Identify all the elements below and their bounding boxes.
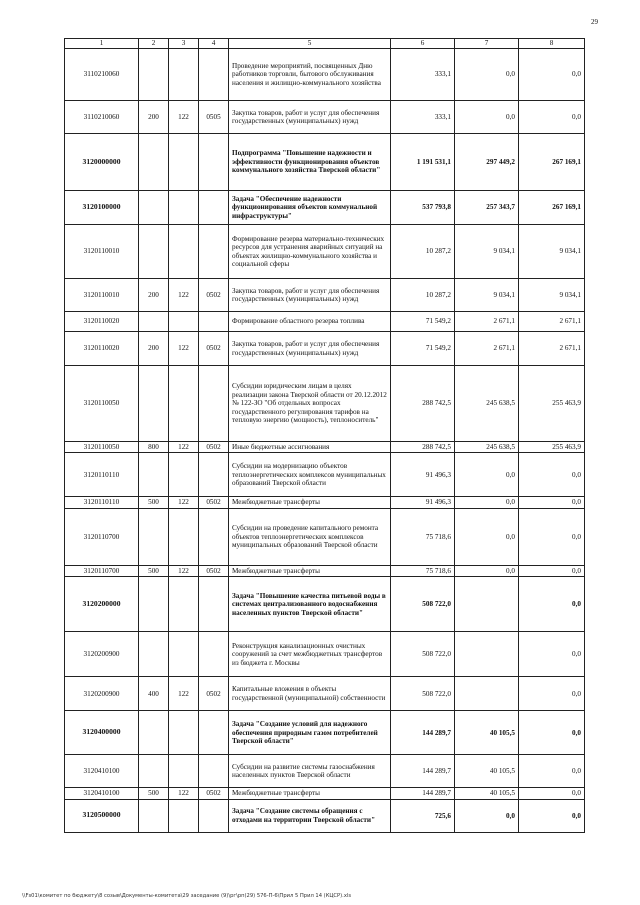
description-cell: Проведение мероприятий, посвященных Дню работников торговли, бытового обслуживания населения и жилищно-коммунального хозяйства — [229, 49, 391, 101]
description-cell: Закупка товаров, работ и услуг для обеспечения государственных (муниципальных) нужд — [229, 332, 391, 366]
table-row — [65, 508, 585, 565]
code-cell: 3120400000 — [65, 711, 139, 755]
description-cell: Реконструкция канализационных очистных сооружений за счет межбюджетных трансфертов из бюджета г. Москвы — [229, 632, 391, 677]
table-row — [65, 279, 585, 312]
description-cell: Межбюджетные трансферты — [229, 788, 391, 799]
value-col6-cell: 75 718,6 — [391, 565, 455, 576]
section-cell — [199, 799, 229, 832]
table-row — [65, 497, 585, 508]
value-col8-cell: 2 671,1 — [519, 312, 585, 332]
description-cell: Капитальные вложения в объекты государственной (муниципальной) собственности — [229, 677, 391, 711]
admin-cell — [169, 49, 199, 101]
kvr-cell: 500 — [139, 497, 169, 508]
section-cell — [199, 191, 229, 225]
value-col8-cell: 0,0 — [519, 632, 585, 677]
value-col6-cell: 333,1 — [391, 49, 455, 101]
value-col8-cell: 0,0 — [519, 453, 585, 497]
admin-cell — [169, 632, 199, 677]
table-row — [65, 49, 585, 101]
kvr-cell: 200 — [139, 101, 169, 134]
admin-cell: 122 — [169, 677, 199, 711]
value-col8-cell: 0,0 — [519, 577, 585, 632]
value-col7-cell: 245 638,5 — [455, 442, 519, 453]
budget-table — [64, 38, 585, 833]
section-cell: 0502 — [199, 497, 229, 508]
description-cell: Субсидии юридическим лицам в целях реализации закона Тверской области от 20.12.2012 № 122-ЗО "Об отдельных вопросах государственного регулирования тарифов на тепловую энергию (мощность), теплоноситель" — [229, 366, 391, 442]
column-header-4: 4 — [199, 39, 229, 49]
value-col7-cell: 2 671,1 — [455, 332, 519, 366]
description-cell: Подпрограмма "Повышение надежности и эффективности функционирования объектов коммунального хозяйства Тверской области" — [229, 134, 391, 191]
table-row — [65, 225, 585, 279]
table-row — [65, 442, 585, 453]
kvr-cell — [139, 453, 169, 497]
value-col7-cell — [455, 632, 519, 677]
value-col8-cell: 267 169,1 — [519, 191, 585, 225]
table-row — [65, 312, 585, 332]
admin-cell: 122 — [169, 101, 199, 134]
column-header-2: 2 — [139, 39, 169, 49]
value-col8-cell: 0,0 — [519, 711, 585, 755]
kvr-cell — [139, 577, 169, 632]
section-cell — [199, 453, 229, 497]
admin-cell — [169, 366, 199, 442]
table-row — [65, 677, 585, 711]
value-col8-cell: 267 169,1 — [519, 134, 585, 191]
section-cell — [199, 711, 229, 755]
kvr-cell — [139, 134, 169, 191]
table-row — [65, 788, 585, 799]
section-cell — [199, 755, 229, 788]
section-cell — [199, 134, 229, 191]
value-col6-cell: 91 496,3 — [391, 453, 455, 497]
value-col7-cell — [455, 577, 519, 632]
table-row — [65, 632, 585, 677]
kvr-cell — [139, 711, 169, 755]
column-header-8: 8 — [519, 39, 585, 49]
section-cell — [199, 225, 229, 279]
file-path-footer: \\Fs01\комитет по бюджету\8 созыв\Документы-комитета\29 заседание (9)\рг\рп(29) 576-П-6\Прил 5 Прил 14 (КЦСР).xls — [22, 893, 352, 899]
value-col6-cell: 508 722,0 — [391, 677, 455, 711]
admin-cell: 122 — [169, 332, 199, 366]
value-col6-cell: 508 722,0 — [391, 632, 455, 677]
kvr-cell — [139, 225, 169, 279]
description-cell: Межбюджетные трансферты — [229, 565, 391, 576]
description-cell: Субсидии на проведение капитального ремонта объектов теплоэнергетических комплексов муниципальных образований Тверской области — [229, 508, 391, 565]
admin-cell: 122 — [169, 788, 199, 799]
code-cell: 3120100000 — [65, 191, 139, 225]
section-cell: 0505 — [199, 101, 229, 134]
value-col7-cell: 0,0 — [455, 508, 519, 565]
value-col8-cell: 0,0 — [519, 101, 585, 134]
admin-cell — [169, 134, 199, 191]
admin-cell — [169, 225, 199, 279]
value-col6-cell: 71 549,2 — [391, 332, 455, 366]
column-header-5: 5 — [229, 39, 391, 49]
value-col6-cell: 75 718,6 — [391, 508, 455, 565]
section-cell — [199, 632, 229, 677]
section-cell: 0502 — [199, 677, 229, 711]
table-row — [65, 711, 585, 755]
value-col8-cell: 0,0 — [519, 788, 585, 799]
value-col7-cell: 0,0 — [455, 565, 519, 576]
value-col7-cell: 9 034,1 — [455, 279, 519, 312]
table-row — [65, 332, 585, 366]
admin-cell — [169, 508, 199, 565]
value-col7-cell: 0,0 — [455, 799, 519, 832]
value-col7-cell: 2 671,1 — [455, 312, 519, 332]
kvr-cell — [139, 632, 169, 677]
value-col8-cell: 0,0 — [519, 49, 585, 101]
kvr-cell: 500 — [139, 788, 169, 799]
section-cell — [199, 366, 229, 442]
value-col6-cell: 144 289,7 — [391, 788, 455, 799]
section-cell — [199, 577, 229, 632]
admin-cell — [169, 711, 199, 755]
code-cell: 3120410100 — [65, 755, 139, 788]
code-cell: 3120200900 — [65, 677, 139, 711]
admin-cell: 122 — [169, 279, 199, 312]
kvr-cell: 800 — [139, 442, 169, 453]
code-cell: 3120110110 — [65, 497, 139, 508]
kvr-cell — [139, 49, 169, 101]
header-row — [65, 39, 585, 49]
value-col6-cell: 144 289,7 — [391, 711, 455, 755]
code-cell: 3120000000 — [65, 134, 139, 191]
value-col7-cell: 245 638,5 — [455, 366, 519, 442]
value-col7-cell: 9 034,1 — [455, 225, 519, 279]
column-header-3: 3 — [169, 39, 199, 49]
kvr-cell: 200 — [139, 332, 169, 366]
value-col7-cell: 0,0 — [455, 49, 519, 101]
value-col8-cell: 0,0 — [519, 508, 585, 565]
value-col6-cell: 10 287,2 — [391, 279, 455, 312]
column-header-7: 7 — [455, 39, 519, 49]
description-cell: Задача "Повышение качества питьевой воды в системах централизованного водоснабжения населенных пунктов Тверской области" — [229, 577, 391, 632]
value-col7-cell: 40 105,5 — [455, 788, 519, 799]
value-col7-cell: 0,0 — [455, 497, 519, 508]
kvr-cell — [139, 191, 169, 225]
code-cell: 3120110010 — [65, 279, 139, 312]
kvr-cell: 200 — [139, 279, 169, 312]
kvr-cell — [139, 755, 169, 788]
value-col6-cell: 537 793,8 — [391, 191, 455, 225]
value-col7-cell: 40 105,5 — [455, 755, 519, 788]
description-cell: Закупка товаров, работ и услуг для обеспечения государственных (муниципальных) нужд — [229, 279, 391, 312]
code-cell: 3120110050 — [65, 366, 139, 442]
section-cell — [199, 312, 229, 332]
table-row — [65, 101, 585, 134]
value-col7-cell: 297 449,2 — [455, 134, 519, 191]
table-row — [65, 755, 585, 788]
kvr-cell — [139, 799, 169, 832]
value-col8-cell: 0,0 — [519, 755, 585, 788]
value-col7-cell: 0,0 — [455, 101, 519, 134]
description-cell: Иные бюджетные ассигнования — [229, 442, 391, 453]
table-row — [65, 453, 585, 497]
admin-cell: 122 — [169, 565, 199, 576]
code-cell: 3120410100 — [65, 788, 139, 799]
kvr-cell: 500 — [139, 565, 169, 576]
page-number: 29 — [591, 18, 598, 26]
description-cell: Задача "Создание системы обращения с отходами на территории Тверской области" — [229, 799, 391, 832]
value-col6-cell: 288 742,5 — [391, 366, 455, 442]
admin-cell — [169, 191, 199, 225]
admin-cell — [169, 577, 199, 632]
table-row — [65, 799, 585, 832]
admin-cell — [169, 799, 199, 832]
description-cell: Задача "Создание условий для надежного обеспечения природным газом потребителей Тверской области" — [229, 711, 391, 755]
table-body — [65, 49, 585, 833]
column-header-6: 6 — [391, 39, 455, 49]
admin-cell — [169, 312, 199, 332]
value-col7-cell: 0,0 — [455, 453, 519, 497]
admin-cell — [169, 755, 199, 788]
table-row — [65, 577, 585, 632]
section-cell: 0502 — [199, 279, 229, 312]
value-col6-cell: 333,1 — [391, 101, 455, 134]
code-cell: 3120110110 — [65, 453, 139, 497]
value-col7-cell: 40 105,5 — [455, 711, 519, 755]
value-col8-cell: 2 671,1 — [519, 332, 585, 366]
value-col6-cell: 288 742,5 — [391, 442, 455, 453]
admin-cell: 122 — [169, 442, 199, 453]
value-col6-cell: 1 191 531,1 — [391, 134, 455, 191]
code-cell: 3120110700 — [65, 565, 139, 576]
code-cell: 3110210060 — [65, 101, 139, 134]
value-col6-cell: 10 287,2 — [391, 225, 455, 279]
value-col8-cell: 9 034,1 — [519, 225, 585, 279]
table-row — [65, 565, 585, 576]
section-cell: 0502 — [199, 442, 229, 453]
code-cell: 3120110050 — [65, 442, 139, 453]
kvr-cell — [139, 312, 169, 332]
table-row — [65, 134, 585, 191]
section-cell: 0502 — [199, 332, 229, 366]
description-cell: Задача "Обеспечение надежности функционирования объектов коммунальной инфраструктуры" — [229, 191, 391, 225]
code-cell: 3120200900 — [65, 632, 139, 677]
section-cell: 0502 — [199, 565, 229, 576]
description-cell: Субсидии на развитие системы газоснабжения населенных пунктов Тверской области — [229, 755, 391, 788]
value-col6-cell: 91 496,3 — [391, 497, 455, 508]
table-row — [65, 191, 585, 225]
value-col8-cell: 0,0 — [519, 677, 585, 711]
value-col7-cell: 257 343,7 — [455, 191, 519, 225]
value-col6-cell: 508 722,0 — [391, 577, 455, 632]
code-cell: 3120110020 — [65, 332, 139, 366]
value-col6-cell: 725,6 — [391, 799, 455, 832]
kvr-cell — [139, 508, 169, 565]
code-cell: 3120110700 — [65, 508, 139, 565]
code-cell: 3120200000 — [65, 577, 139, 632]
description-cell: Формирование резерва материально-технических ресурсов для устранения аварийных ситуаций на объектах жилищно-коммунального хозяйства и социальной сферы — [229, 225, 391, 279]
kvr-cell — [139, 366, 169, 442]
description-cell: Субсидии на модернизацию объектов теплоэнергетических комплексов муниципальных образований Тверской области — [229, 453, 391, 497]
table-row — [65, 366, 585, 442]
code-cell: 3120110020 — [65, 312, 139, 332]
code-cell: 3120110010 — [65, 225, 139, 279]
value-col8-cell: 0,0 — [519, 565, 585, 576]
section-cell — [199, 49, 229, 101]
code-cell: 3110210060 — [65, 49, 139, 101]
admin-cell: 122 — [169, 497, 199, 508]
value-col8-cell: 0,0 — [519, 497, 585, 508]
value-col8-cell: 9 034,1 — [519, 279, 585, 312]
admin-cell — [169, 453, 199, 497]
column-header-1: 1 — [65, 39, 139, 49]
code-cell: 3120500000 — [65, 799, 139, 832]
kvr-cell: 400 — [139, 677, 169, 711]
value-col8-cell: 255 463,9 — [519, 442, 585, 453]
section-cell: 0502 — [199, 788, 229, 799]
section-cell — [199, 508, 229, 565]
value-col7-cell — [455, 677, 519, 711]
value-col8-cell: 0,0 — [519, 799, 585, 832]
description-cell: Формирование областного резерва топлива — [229, 312, 391, 332]
description-cell: Межбюджетные трансферты — [229, 497, 391, 508]
description-cell: Закупка товаров, работ и услуг для обеспечения государственных (муниципальных) нужд — [229, 101, 391, 134]
value-col8-cell: 255 463,9 — [519, 366, 585, 442]
value-col6-cell: 71 549,2 — [391, 312, 455, 332]
value-col6-cell: 144 289,7 — [391, 755, 455, 788]
